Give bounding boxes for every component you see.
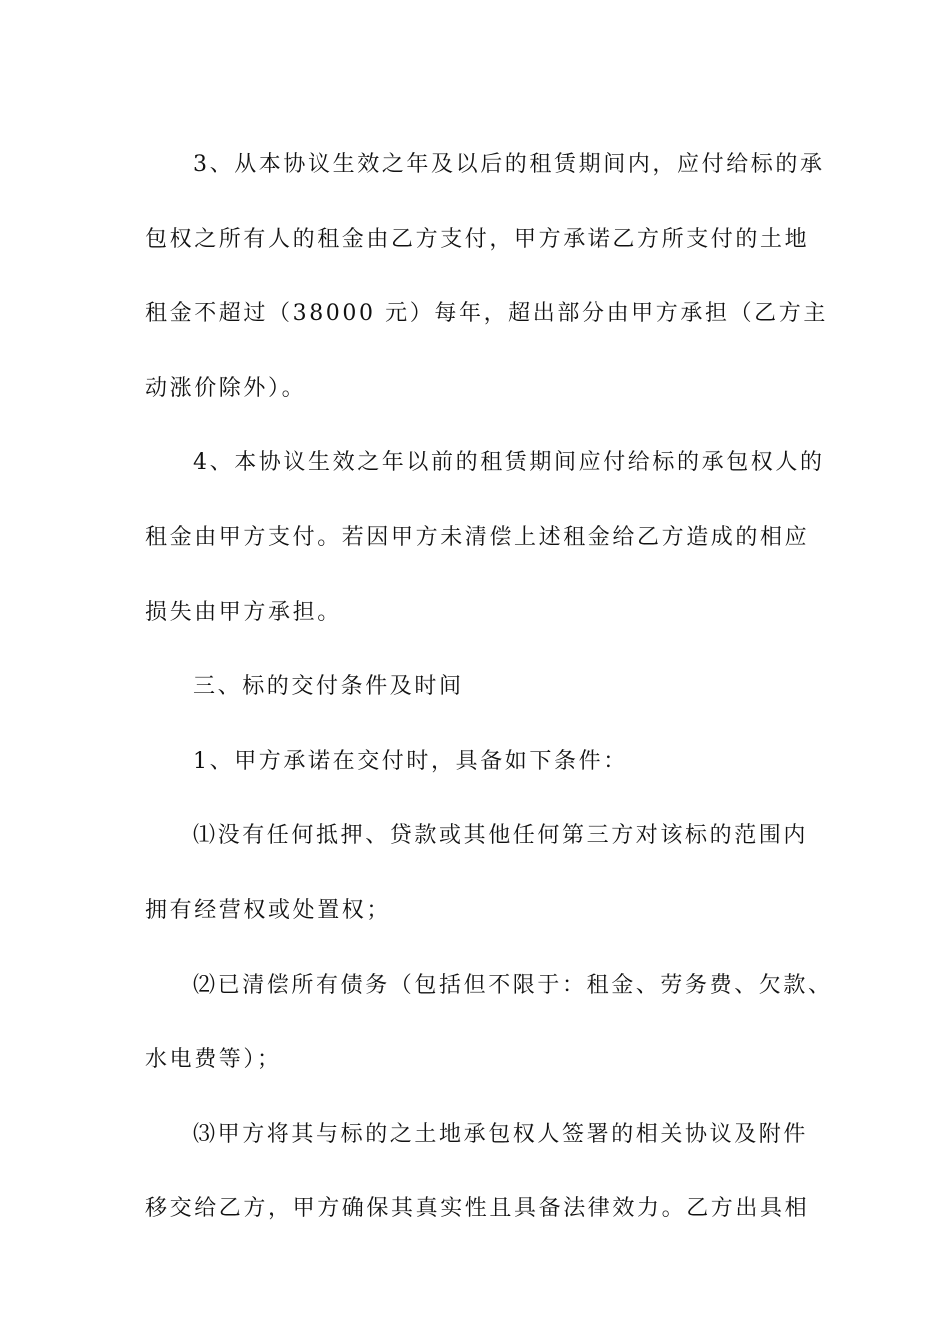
section-heading-delivery bbox=[145, 650, 815, 725]
text-line: 包权之所有人的租金由乙方支付，甲方承诺乙方所支付的土地 bbox=[145, 226, 810, 252]
text-line: 3、从本协议生效之年及以后的租赁期间内，应付给标的承 bbox=[193, 152, 825, 177]
section-heading: 三、标的交付条件及时间 bbox=[193, 674, 464, 700]
text-line: 损失由甲方承担。 bbox=[145, 599, 342, 625]
text-line: 1、甲方承诺在交付时，具备如下条件： bbox=[193, 748, 628, 774]
document-body bbox=[145, 128, 833, 1247]
paragraph-clause-3 bbox=[145, 128, 828, 426]
text-line: 4、本协议生效之年以前的租赁期间应付给标的承包权人的 bbox=[193, 450, 825, 476]
paragraph-condition-2 bbox=[145, 949, 833, 1098]
text-line: 租金不超过（38000 元）每年，超出部分由甲方承担（乙方主 bbox=[145, 301, 828, 327]
text-line: 拥有经营权或处置权； bbox=[145, 897, 392, 923]
text-line: 租金由甲方支付。若因甲方未清偿上述租金给乙方造成的相应 bbox=[145, 524, 810, 550]
text-line: 动涨价除外）。 bbox=[145, 375, 307, 401]
paragraph-delivery-1 bbox=[145, 725, 815, 800]
text-line: 移交给乙方，甲方确保其真实性且具备法律效力。乙方出具相 bbox=[145, 1196, 810, 1222]
text-line: ⑶甲方将其与标的之土地承包权人签署的相关协议及附件 bbox=[193, 1121, 809, 1147]
paragraph-clause-4 bbox=[145, 426, 825, 650]
text-line: ⑵已清偿所有债务（包括但不限于：租金、劳务费、欠款、 bbox=[193, 972, 833, 998]
paragraph-condition-1 bbox=[145, 799, 815, 948]
paragraph-condition-3 bbox=[145, 1098, 815, 1247]
text-line: 水电费等）； bbox=[145, 1047, 282, 1073]
text-line: ⑴没有任何抵押、贷款或其他任何第三方对该标的范围内 bbox=[193, 823, 809, 849]
